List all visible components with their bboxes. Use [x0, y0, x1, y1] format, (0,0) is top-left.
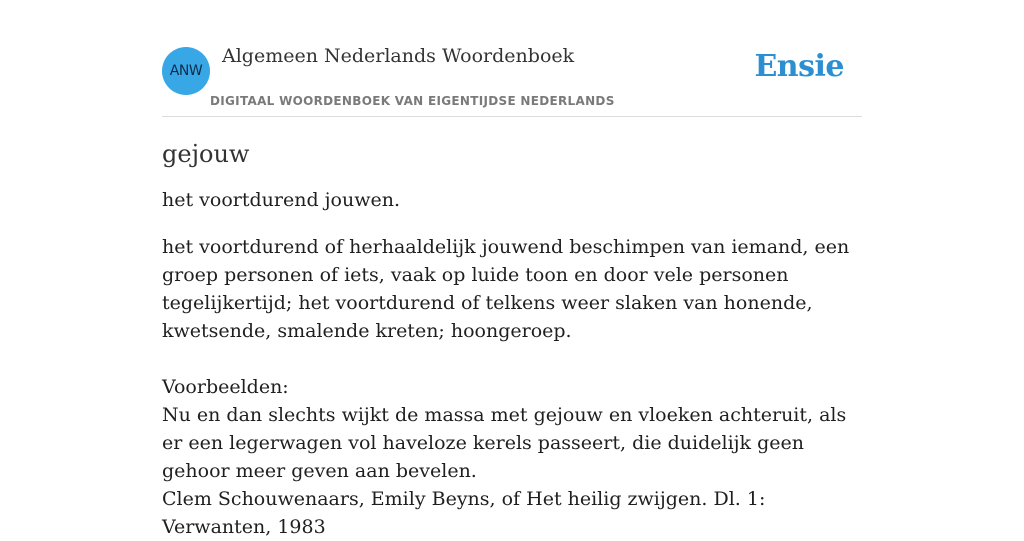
- ensie-brand-logo[interactable]: Ensie: [754, 49, 844, 84]
- short-definition: het voortdurend jouwen.: [162, 189, 401, 211]
- example-text: Nu en dan slechts wijkt de massa met gejouw en vloeken achteruit, als er een legerwagen vol haveloze kerels passeert, die duidelijk geen gehoor meer geven aan bevelen.: [162, 404, 847, 482]
- site-title[interactable]: Algemeen Nederlands Woordenboek: [222, 45, 575, 67]
- site-header: [162, 0, 862, 117]
- example-source: Clem Schouwenaars, Emily Beyns, of Het heilig zwijgen. Dl. 1: Verwanten, 1983: [162, 488, 766, 538]
- long-definition: het voortdurend of herhaaldelijk jouwend beschimpen van iemand, een groep personen of iets, vaak op luide toon en door vele personen tegelijkertijd; het voortdurend of telkens weer slaken van honende, kwetsende, smalende kreten; hoongeroep.: [162, 236, 850, 342]
- anw-logo[interactable]: ANW: [162, 47, 210, 95]
- entry-headword: gejouw: [162, 140, 250, 168]
- site-subtitle: DIGITAAL WOORDENBOEK VAN EIGENTIJDSE NEDERLANDS: [210, 94, 615, 108]
- examples-section: [162, 373, 862, 541]
- examples-label: Voorbeelden:: [162, 376, 289, 398]
- entry-content: [162, 136, 862, 541]
